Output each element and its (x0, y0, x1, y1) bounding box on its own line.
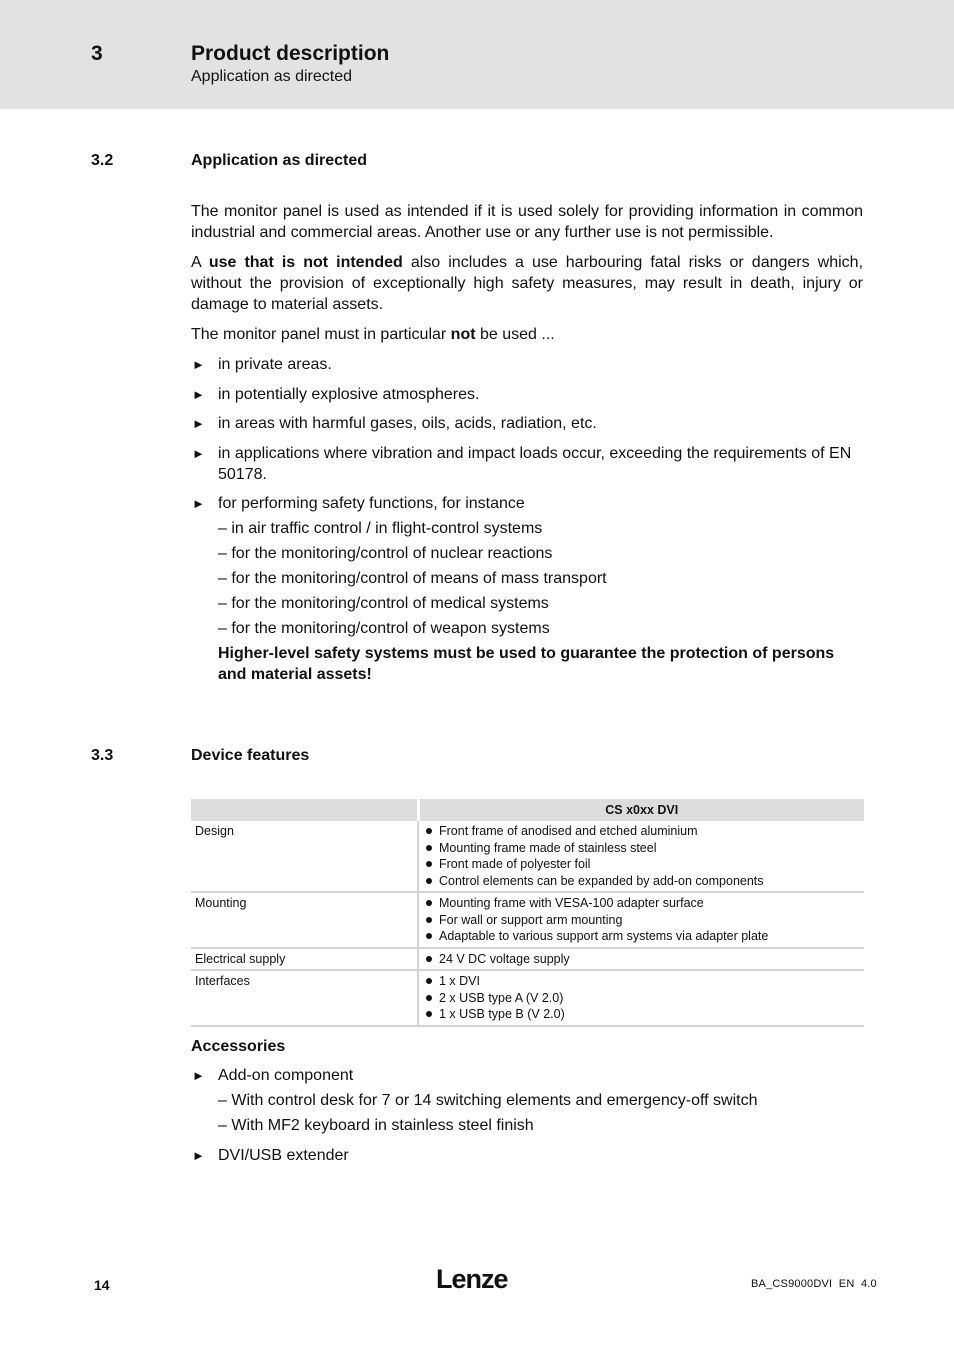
table-header-empty (191, 799, 418, 821)
list-item (191, 413, 863, 434)
logo-text: Lenze (436, 1264, 508, 1294)
list-item-text: in applications where vibration and impact loads occur, exceeding the requirements of EN 50178. (218, 444, 852, 483)
feature-item (423, 895, 860, 912)
not-used-list (191, 354, 863, 685)
bullet-dot-icon (426, 828, 432, 834)
list-item (191, 443, 863, 485)
feature-text: 1 x DVI (439, 974, 480, 988)
list-item-text: in private areas. (218, 356, 332, 373)
list-item-text: in areas with harmful gases, oils, acids, radiation, etc. (218, 415, 597, 432)
table-column-header: CS x0xx DVI (418, 799, 864, 821)
row-value (418, 821, 864, 892)
bullet-dot-icon (426, 845, 432, 851)
feature-item (423, 823, 860, 840)
chapter-header (0, 0, 954, 109)
row-value (418, 970, 864, 1026)
row-label: Mounting (191, 892, 418, 948)
bullet-dot-icon (426, 917, 432, 923)
accessories-list (191, 1065, 863, 1166)
list-item-text: DVI/USB extender (218, 1146, 349, 1164)
feature-item (423, 873, 860, 890)
table-row (191, 821, 864, 892)
chapter-number: 3 (91, 42, 103, 65)
feature-item (423, 840, 860, 857)
feature-text: Adaptable to various support arm systems via adapter plate (439, 929, 769, 943)
text-span: The monitor panel must in particular (191, 326, 451, 343)
feature-item (423, 912, 860, 929)
sub-list-item: – for the monitoring/control of weapon systems (218, 620, 550, 637)
misuse-paragraph (191, 252, 863, 315)
list-item (191, 1065, 863, 1136)
triangle-right-icon: ► (192, 445, 205, 461)
list-item-text: in potentially explosive atmospheres. (218, 385, 480, 403)
page-number: 14 (94, 1277, 110, 1293)
section-number: 3.2 (91, 152, 114, 169)
table-row (191, 970, 864, 1026)
feature-item (423, 990, 860, 1007)
feature-text: 1 x USB type B (V 2.0) (439, 1007, 565, 1021)
text-span: A (191, 254, 209, 271)
sub-list-item: – With MF2 keyboard in stainless steel finish (218, 1117, 534, 1134)
feature-item (423, 973, 860, 990)
chapter-subtitle: Application as directed (191, 68, 352, 85)
feature-text: Mounting frame made of stainless steel (439, 840, 657, 855)
bold-span: not (450, 326, 476, 343)
feature-text: Control elements can be expanded by add-on components (439, 873, 764, 888)
feature-item (423, 1006, 860, 1023)
row-label: Electrical supply (191, 948, 418, 971)
list-item-text: for performing safety functions, for instance (218, 495, 525, 512)
list-item (191, 493, 863, 685)
bullet-dot-icon (426, 956, 432, 962)
triangle-right-icon: ► (192, 416, 205, 431)
feature-item (423, 928, 860, 945)
list-item (191, 354, 863, 375)
sub-list-item: – for the monitoring/control of medical systems (218, 595, 549, 612)
triangle-right-icon: ► (192, 386, 205, 402)
feature-text: 2 x USB type A (V 2.0) (439, 990, 564, 1005)
text-span: be used ... (475, 326, 555, 343)
triangle-right-icon: ► (192, 496, 205, 511)
intro-paragraph: The monitor panel is used as intended if it is used solely for providing information in common industrial and commercial areas. Another use or any further use is not permissible. (191, 203, 863, 241)
section-title: Device features (191, 747, 310, 764)
triangle-right-icon: ► (192, 357, 205, 372)
triangle-right-icon: ► (192, 1068, 205, 1083)
row-label: Design (191, 821, 418, 892)
list-item (191, 1145, 863, 1166)
bullet-dot-icon (426, 995, 432, 1001)
table-row (191, 948, 864, 971)
row-value (418, 948, 864, 971)
sub-list-item: – for the monitoring/control of nuclear reactions (218, 545, 553, 562)
sub-list-item: – for the monitoring/control of means of mass transport (218, 570, 607, 587)
triangle-right-icon: ► (192, 1147, 205, 1163)
accessories-title: Accessories (191, 1038, 286, 1055)
bullet-dot-icon (426, 933, 432, 939)
bold-span: use that is not intended (208, 254, 403, 271)
feature-item (423, 951, 860, 968)
feature-text: 24 V DC voltage supply (439, 951, 570, 966)
list-item-text: Add-on component (218, 1067, 354, 1084)
text-span: also includes a use harbouring fatal risks or dangers which, without the provision of exceptionally high safety measures, may result in death, injury or damage to material assets. (191, 254, 864, 313)
feature-text: Front frame of anodised and etched aluminium (439, 824, 698, 838)
chapter-title: Product description (191, 42, 390, 65)
accessories-body (191, 1065, 863, 1174)
list-item (191, 384, 863, 405)
sub-list-item: – With control desk for 7 or 14 switching elements and emergency-off switch (218, 1092, 758, 1109)
feature-text: Mounting frame with VESA-100 adapter surface (439, 896, 704, 910)
table-header-row (191, 799, 864, 821)
bullet-dot-icon (426, 878, 432, 884)
table-row (191, 892, 864, 948)
section-title: Application as directed (191, 152, 368, 169)
not-used-paragraph (191, 324, 863, 345)
bullet-dot-icon (426, 861, 432, 867)
feature-text: Front made of polyester foil (439, 857, 591, 871)
section-number: 3.3 (91, 747, 114, 764)
safety-warning: Higher-level safety systems must be used to guarantee the protection of persons and material assets! (218, 645, 835, 683)
bullet-dot-icon (426, 978, 432, 984)
feature-item (423, 856, 860, 873)
sub-list-item: – in air traffic control / in flight-control systems (218, 520, 543, 537)
feature-text: For wall or support arm mounting (439, 912, 623, 927)
section-body (191, 201, 863, 694)
device-features-table (191, 799, 864, 1027)
row-value (418, 892, 864, 948)
document-id: BA_CS9000DVI EN 4.0 (751, 1278, 877, 1290)
bullet-dot-icon (426, 1011, 432, 1017)
bullet-dot-icon (426, 900, 432, 906)
lenze-logo (436, 1262, 516, 1294)
row-label: Interfaces (191, 970, 418, 1026)
